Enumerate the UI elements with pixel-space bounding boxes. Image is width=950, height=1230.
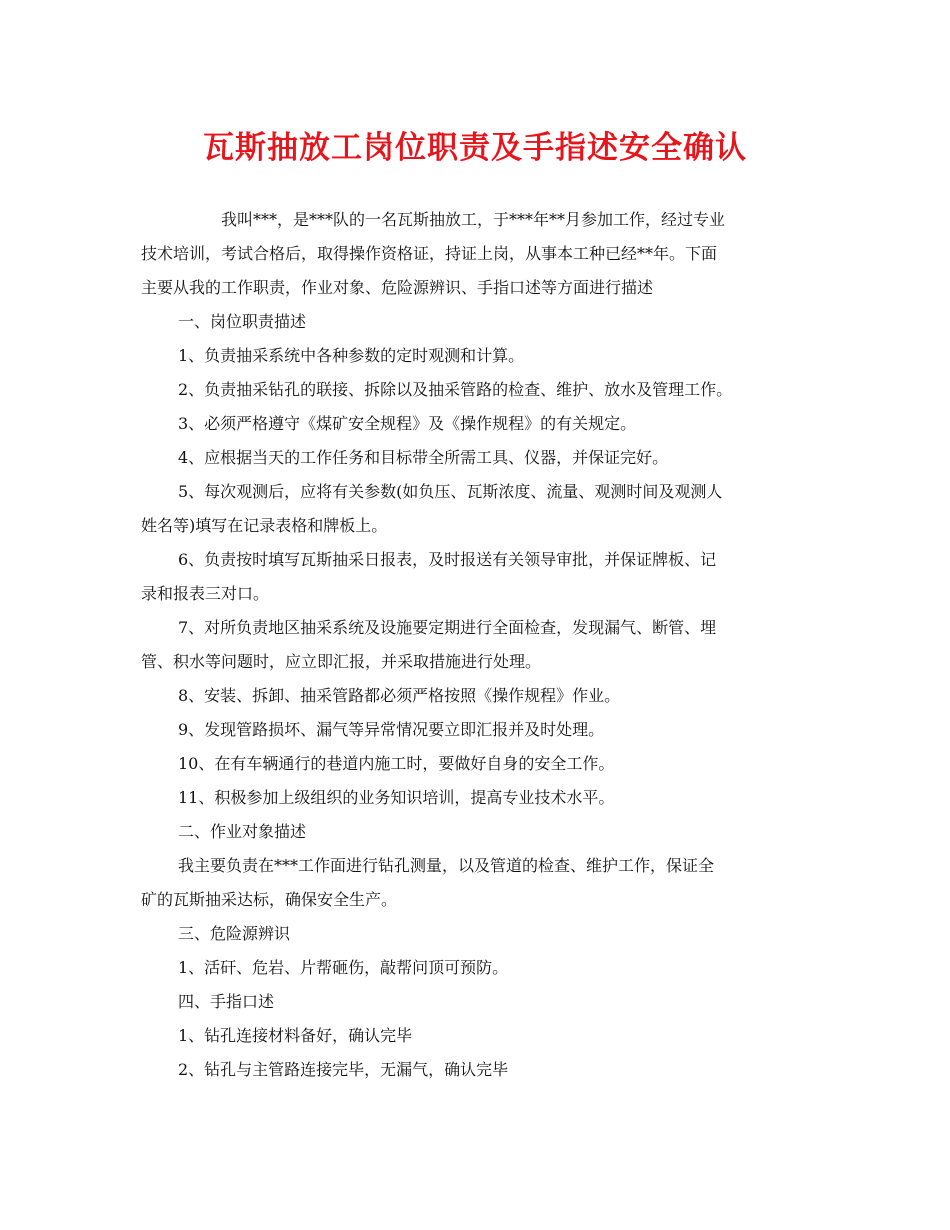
paragraph-line: 我叫***，是***队的一名瓦斯抽放工，于***年**月参加工作，经过专业	[221, 210, 726, 229]
document-title: 瓦斯抽放工岗位职责及手指述安全确认	[203, 130, 747, 166]
paragraph-line: 我主要负责在***工作面进行钻孔测量，以及管道的检查、维护工作，保证全	[178, 856, 715, 875]
section-heading: 一、岗位职责描述	[178, 312, 307, 331]
list-item: 2、负责抽采钻孔的联接、拆除以及抽采管路的检查、维护、放水及管理工作。	[178, 380, 733, 399]
list-item: 1、钻孔连接材料备好，确认完毕	[178, 1026, 413, 1045]
list-item: 4、应根据当天的工作任务和目标带全所需工具、仪器，并保证完好。	[178, 448, 669, 467]
document-body	[141, 203, 809, 1087]
list-item: 5、每次观测后，应将有关参数(如负压、瓦斯浓度、流量、观测时间及观测人	[178, 482, 723, 501]
paragraph-line: 矿的瓦斯抽采达标，确保安全生产。	[141, 890, 398, 909]
list-item: 1、负责抽采系统中各种参数的定时观测和计算。	[178, 346, 525, 365]
list-item: 10、在有车辆通行的巷道内施工时，要做好自身的安全工作。	[178, 754, 615, 773]
paragraph-line: 技术培训，考试合格后，取得操作资格证，持证上岗，从事本工种已经**年。下面	[141, 244, 718, 263]
list-item-continuation: 管、积水等问题时，应立即汇报，并采取措施进行处理。	[141, 652, 542, 671]
list-item: 2、钻孔与主管路连接完毕，无漏气，确认完毕	[178, 1060, 509, 1079]
section-heading: 四、手指口述	[178, 992, 275, 1011]
list-item: 3、必须严格遵守《煤矿安全规程》及《操作规程》的有关规定。	[178, 414, 637, 433]
list-item: 8、安装、拆卸、抽采管路都必须严格按照《操作规程》作业。	[178, 686, 621, 705]
list-item-continuation: 录和报表三对口。	[141, 584, 270, 603]
list-item: 11、积极参加上级组织的业务知识培训，提高专业技术水平。	[178, 788, 615, 807]
list-item: 7、对所负责地区抽采系统及设施要定期进行全面检查，发现漏气、断管、埋	[178, 618, 717, 637]
list-item-continuation: 姓名等)填写在记录表格和牌板上。	[141, 516, 388, 535]
list-item: 6、负责按时填写瓦斯抽采日报表，及时报送有关领导审批，并保证牌板、记	[178, 550, 717, 569]
list-item: 1、活矸、危岩、片帮砸伤，敲帮问顶可预防。	[178, 958, 509, 977]
section-heading: 二、作业对象描述	[178, 822, 307, 841]
list-item: 9、发现管路损坏、漏气等异常情况要立即汇报并及时处理。	[178, 720, 605, 739]
paragraph-line: 主要从我的工作职责，作业对象、危险源辨识、手指口述等方面进行描述	[141, 278, 654, 297]
section-heading: 三、危险源辨识	[178, 924, 291, 943]
